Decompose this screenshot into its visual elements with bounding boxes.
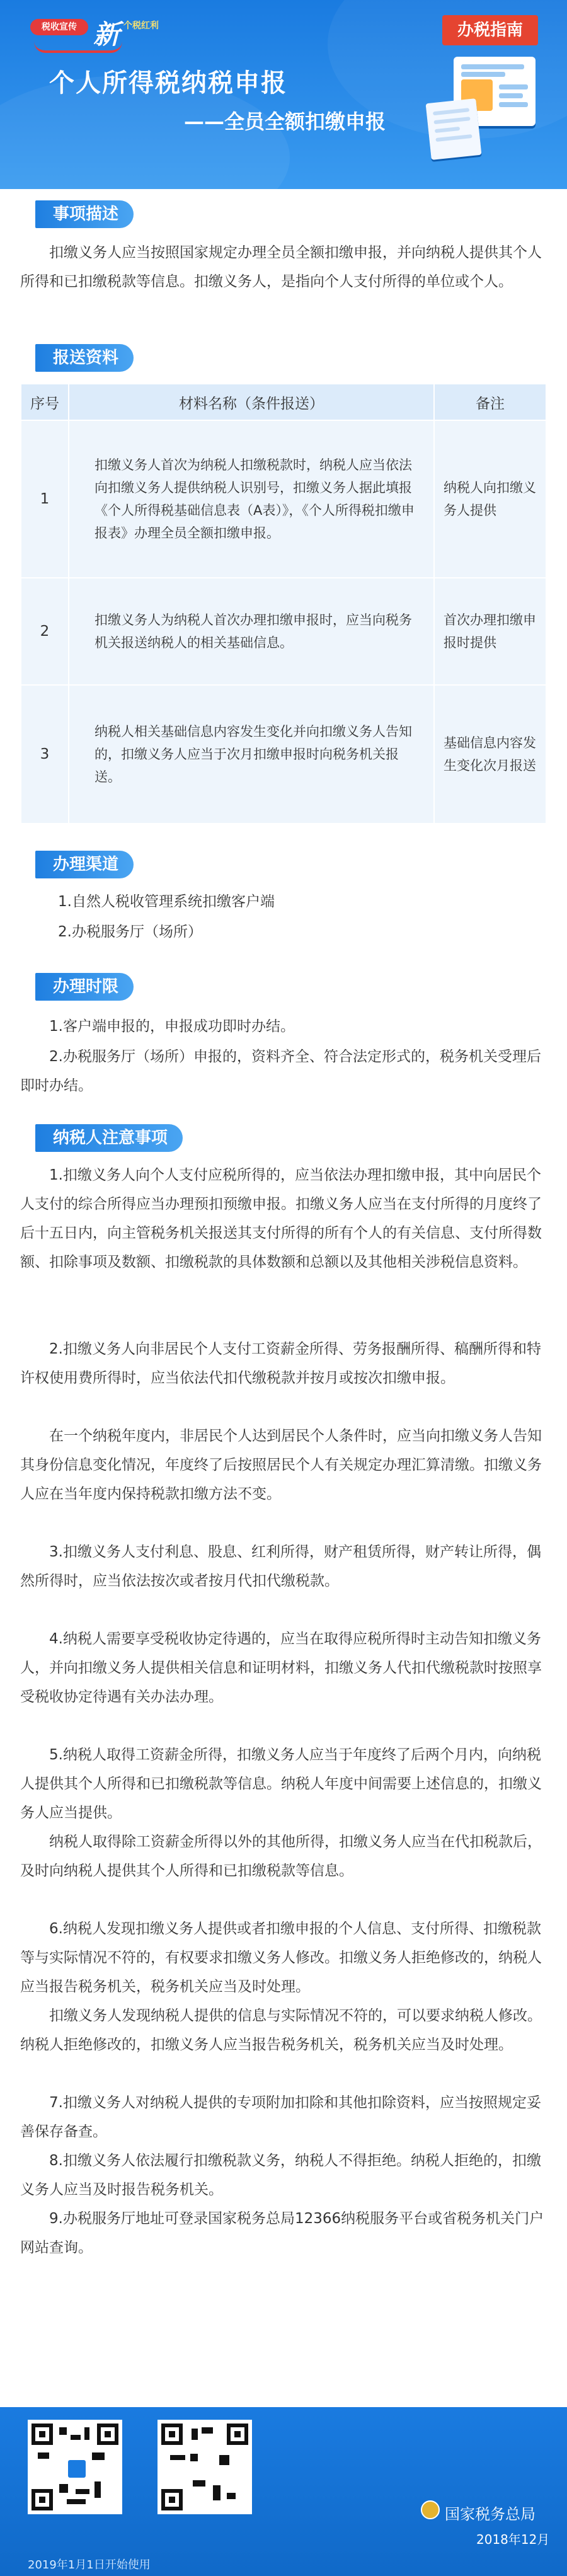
time-limit-item: 1.客户端申报的，申报成功即时办结。 <box>49 1018 295 1035</box>
qr-logo-icon <box>66 2458 88 2480</box>
material-note: 纳税人向扣缴义务人提供 <box>434 420 546 578</box>
tax-emblem-icon <box>421 2500 440 2519</box>
note-paragraph: 9.办税服务厅地址可登录国家税务总局12366纳税服务平台或省税务机关门户网站查询。 <box>20 2211 544 2256</box>
logo-badge: 税收宣传 <box>30 19 88 35</box>
note-paragraph: 2.扣缴义务人向非居民个人支付工资薪金所得、劳务报酬所得、稿酬所得和特许权使用费所得时，应当依法代扣代缴税款并按月或按次扣缴申报。 <box>20 1341 541 1386</box>
note-paragraph: 6.纳税人发现扣缴义务人提供或者扣缴申报的个人信息、支付所得、扣缴税款等与实际情况不符的，有权要求扣缴义务人修改。扣缴义务人拒绝修改的，纳税人应当报告税务机关，税务机关应当及时处理。 <box>20 1921 542 1995</box>
row-number: 3 <box>21 685 69 824</box>
note-paragraph: 8.扣缴义务人依法履行扣缴税款义务，纳税人不得拒绝。纳税人拒绝的，扣缴义务人应当及时报告税务机关。 <box>20 2153 541 2198</box>
section-heading-time-limit: 办理时限 <box>35 973 134 1001</box>
qr-code-icon[interactable] <box>28 2420 122 2514</box>
table-row <box>21 420 546 578</box>
organization-name: 国家税务总局 <box>445 2505 536 2523</box>
qr-code-icon[interactable] <box>158 2420 252 2514</box>
note-paragraph: 纳税人取得除工资薪金所得以外的其他所得，扣缴义务人应当在代扣税款后，及时向纳税人提供其个人所得和已扣缴税款等信息。 <box>20 1834 542 1879</box>
time-limit-item: 2.办税服务厅（场所）申报的，资料齐全、符合法定形式的，税务机关受理后即时办结。 <box>20 1049 541 1094</box>
row-number: 1 <box>21 420 69 578</box>
note-paragraph: 4.纳税人需要享受税收协定待遇的，应当在取得应税所得时主动告知扣缴义务人，并向扣缴义务人提供相关信息和证明材料，扣缴义务人代扣代缴税款时按照享受税收协定待遇有关办法办理。 <box>20 1631 542 1705</box>
logo-char: 新 <box>93 19 120 50</box>
material-name: 扣缴义务人为纳税人首次办理扣缴申报时，应当向税务机关报送纳税人的相关基础信息。 <box>69 578 434 685</box>
note-paragraph: 扣缴义务人发现纳税人提供的信息与实际情况不符的，可以要求纳税人修改。纳税人拒绝修改的，扣缴义务人应当报告税务机关，税务机关应当及时处理。 <box>20 2008 542 2053</box>
publish-date: 2018年12月 <box>476 2532 550 2547</box>
effective-date: 2019年1月1日开始使用 <box>28 2558 151 2572</box>
channel-item: 1.自然人税收管理系统扣缴客户端 <box>58 894 275 910</box>
material-name: 纳税人相关基础信息内容发生变化并向扣缴义务人告知的，扣缴义务人应当于次月扣缴申报时向税务机关报送。 <box>69 685 434 824</box>
column-header: 备注 <box>434 384 546 420</box>
section-heading-channels: 办理渠道 <box>35 851 134 878</box>
table-row <box>21 685 546 824</box>
table-header-row <box>21 384 546 420</box>
guide-tag: 办税指南 <box>442 15 538 45</box>
computer-illustration-icon <box>428 57 548 164</box>
section-heading-notes: 纳税人注意事项 <box>35 1124 183 1152</box>
materials-table <box>20 383 547 824</box>
table-row <box>21 578 546 685</box>
material-name: 扣缴义务人首次为纳税人扣缴税款时，纳税人应当依法向扣缴义务人提供纳税人识别号，扣缴义务人据此填报《个人所得税基础信息表（A表）》，《个人所得税扣缴申报表》办理全员全额扣缴申报。 <box>69 420 434 578</box>
note-paragraph: 5.纳税人取得工资薪金所得，扣缴义务人应当于年度终了后两个月内，向纳税人提供其个人所得和已扣缴税款等信息。纳税人年度中间需要上述信息的，扣缴义务人应当提供。 <box>20 1747 542 1821</box>
material-note: 基础信息内容发生变化次月报送 <box>434 685 546 824</box>
column-header: 材料名称（条件报送） <box>69 384 434 420</box>
section-heading-materials: 报送资料 <box>35 344 134 372</box>
logo-sub: 个税红利 <box>123 21 159 31</box>
page-subtitle: ——全员全额扣缴申报 <box>184 110 386 134</box>
campaign-logo <box>30 14 163 52</box>
note-paragraph: 在一个纳税年度内，非居民个人达到居民个人条件时，应当向扣缴义务人告知其身份信息变化情况，年度终了后按照居民个人有关规定办理汇算清缴。扣缴义务人应在当年度内保持税款扣缴方法不变。 <box>20 1428 542 1502</box>
row-number: 2 <box>21 578 69 685</box>
note-paragraph: 7.扣缴义务人对纳税人提供的专项附加扣除和其他扣除资料，应当按照规定妥善保存备查。 <box>20 2095 541 2140</box>
description-text: 扣缴义务人应当按照国家规定办理全员全额扣缴申报，并向纳税人提供其个人所得和已扣缴税款等信息。扣缴义务人，是指向个人支付所得的单位或个人。 <box>20 244 542 290</box>
section-heading-description: 事项描述 <box>35 200 134 228</box>
note-paragraph: 3.扣缴义务人支付利息、股息、红利所得，财产租赁所得，财产转让所得，偶然所得时，应当依法按次或者按月代扣代缴税款。 <box>20 1544 541 1589</box>
note-paragraph: 1.扣缴义务人向个人支付应税所得的，应当依法办理扣缴申报，其中向居民个人支付的综合所得应当办理预扣预缴申报。扣缴义务人应当在支付所得的月度终了后十五日内，向主管税务机关报送其支付所得的所有个人的有关信息、支付所得数额、扣除事项及数额、扣缴税款的具体数额和总额以及其他相关涉税信息资料。 <box>20 1167 542 1270</box>
material-note: 首次办理扣缴申报时提供 <box>434 578 546 685</box>
page-header <box>0 0 567 189</box>
page-footer <box>0 2407 567 2576</box>
column-header: 序号 <box>21 384 69 420</box>
page-title: 个人所得税纳税申报 <box>49 69 287 98</box>
channel-item: 2.办税服务厅（场所） <box>58 924 202 940</box>
